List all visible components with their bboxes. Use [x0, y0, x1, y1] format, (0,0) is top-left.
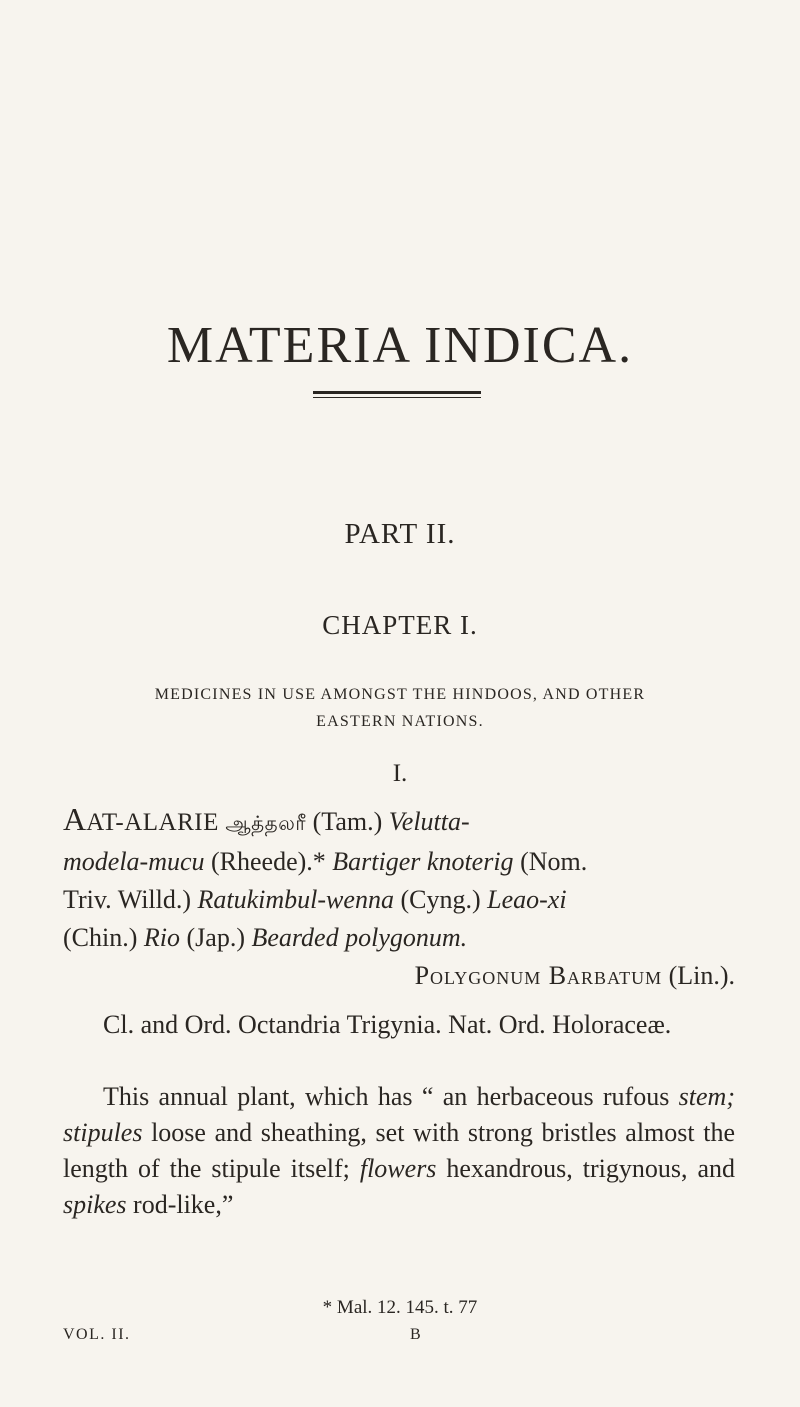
chapter-heading: CHAPTER I. [322, 610, 478, 640]
signature-mark: B [410, 1326, 421, 1343]
name-leao: Leao-xi [487, 885, 567, 914]
entry-head-initial: A [63, 801, 87, 837]
desc-text-a: This annual plant, which has “ an herbaceous rufous [103, 1082, 679, 1111]
desc-text-d: rod-like,” [126, 1190, 234, 1219]
subtitle-line-2: EASTERN NATIONS. [316, 713, 484, 730]
classification-paragraph: Cl. and Ord. Octandria Trigynia. Nat. Ord. Holoraceæ. [103, 1010, 672, 1039]
subtitle-line-1: MEDICINES IN USE AMONGST THE HINDOOS, AND OTHER [154, 686, 646, 703]
name-bearded: Bearded polygonum. [251, 923, 468, 952]
name-velutta: Velutta- [388, 807, 470, 836]
desc-stem: stem; stipules [63, 1082, 735, 1147]
name-modela: modela-mucu [63, 847, 205, 876]
page-title: MATERIA INDICA. [166, 317, 634, 374]
source-lin: (Lin.). [668, 961, 735, 990]
description-paragraph [63, 1079, 735, 1223]
footnote: * Mal. 12. 145. t. 77 [322, 1297, 478, 1318]
tamil-script: ஆத்தலரீ [225, 813, 307, 835]
desc-spikes: spikes [63, 1190, 127, 1219]
lang-tam: (Tam.) [312, 807, 383, 836]
lang-cyng: (Cyng.) [400, 885, 481, 914]
lang-jap: (Jap.) [186, 923, 245, 952]
chapter-subtitle [70, 681, 730, 735]
name-bartiger: Bartiger knoterig [332, 847, 514, 876]
name-ratukimbul: Ratukimbul-wenna [197, 885, 394, 914]
title-rule-thin [313, 397, 481, 398]
lang-chin: (Chin.) [63, 923, 138, 952]
part-heading: PART II. [344, 518, 456, 550]
lang-nom: (Nom. [520, 847, 588, 876]
desc-text-c: hexandrous, trigynous, and [436, 1154, 735, 1183]
botanical-name-line [63, 957, 735, 995]
entry-synonyms [63, 800, 735, 995]
name-rio: Rio [143, 923, 180, 952]
desc-flowers: flowers [359, 1154, 437, 1183]
volume-label: VOL. II. [63, 1326, 131, 1343]
section-numeral: I. [392, 760, 408, 787]
title-rule-thick [313, 391, 481, 394]
desc-text-b: loose and sheathing, set with strong bristles almost the length of the stipule itself; [63, 1118, 735, 1183]
botanical-name: Polygonum Barbatum [414, 961, 663, 990]
source-rheede: (Rheede).* [211, 847, 326, 876]
source-willd: Triv. Willd.) [63, 885, 192, 914]
entry-head: AT-ALARIE [86, 809, 219, 836]
